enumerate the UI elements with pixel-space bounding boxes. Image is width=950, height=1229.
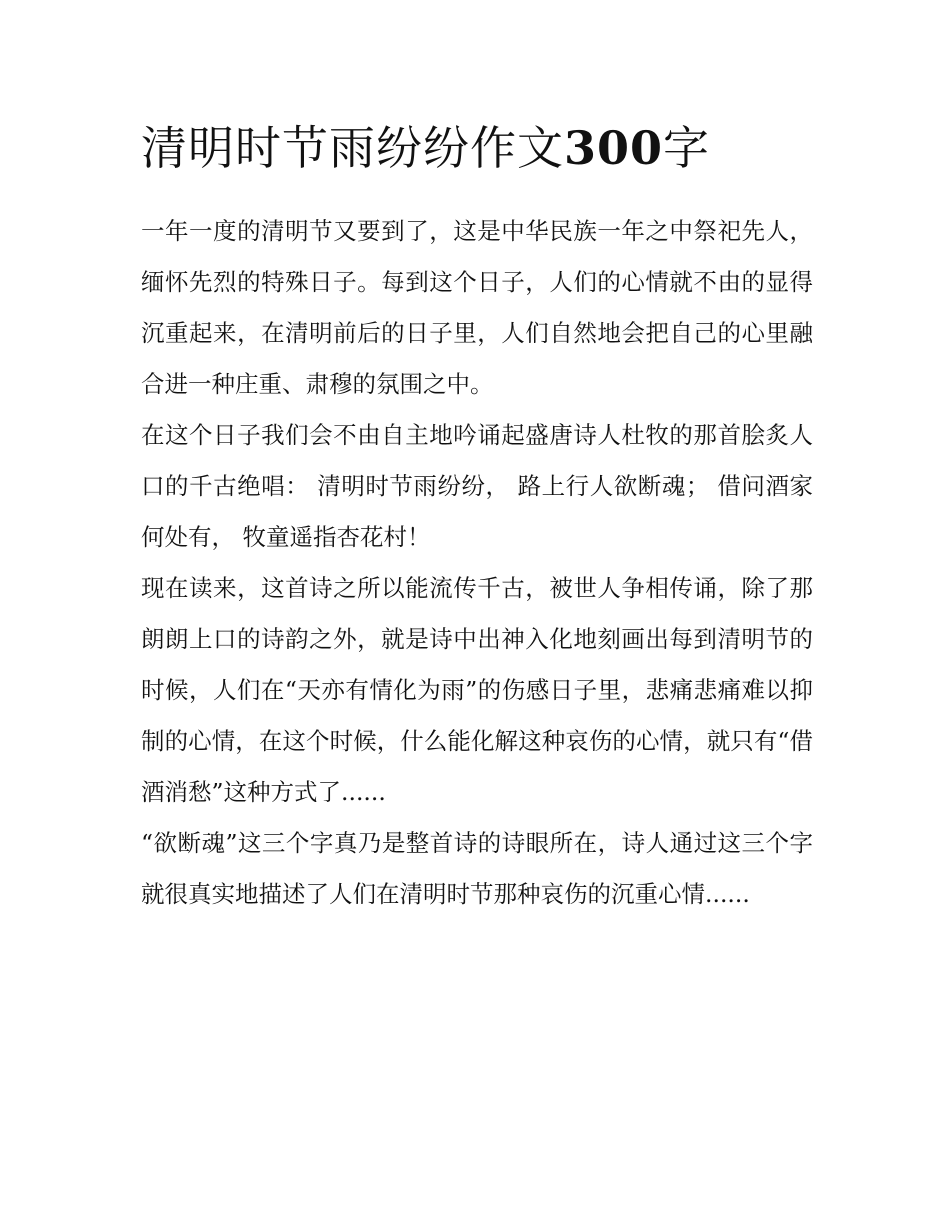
title-text: 清明时节雨纷纷作文 [141,121,564,175]
document-content [141,118,813,920]
title-number: 300 [564,121,664,175]
paragraph-2: 在这个日子我们会不由自主地吟诵起盛唐诗人杜牧的那首脍炙人口的千古绝唱： 清明时节雨纷纷， 路上行人欲断魂； 借问酒家何处有， 牧童遥指杏花村！ [141,421,813,551]
paragraph-1: 一年一度的清明节又要到了，这是中华民族一年之中祭祀先人，缅怀先烈的特殊日子。每到这个日子，人们的心情就不由的显得沉重起来，在清明前后的日子里，人们自然地会把自己的心里融合进一种庄重、肃穆的氛围之中。 [141,217,813,398]
paragraph-4: “欲断魂”这三个字真乃是整首诗的诗眼所在，诗人通过这三个字就很真实地描述了人们在清明时节那种哀伤的沉重心情...... [141,829,813,908]
document-body [141,206,813,920]
paragraph-3: 现在读来，这首诗之所以能流传千古，被世人争相传诵，除了那朗朗上口的诗韵之外，就是诗中出神入化地刻画出每到清明节的时候，人们在“天亦有情化为雨”的伤感日子里，悲痛悲痛难以抑制的心情，在这个时候，什么能化解这种哀伤的心情，就只有“借酒消愁”这种方式了...... [141,574,813,806]
title-suffix: 字 [663,121,711,175]
document-title [141,118,813,178]
